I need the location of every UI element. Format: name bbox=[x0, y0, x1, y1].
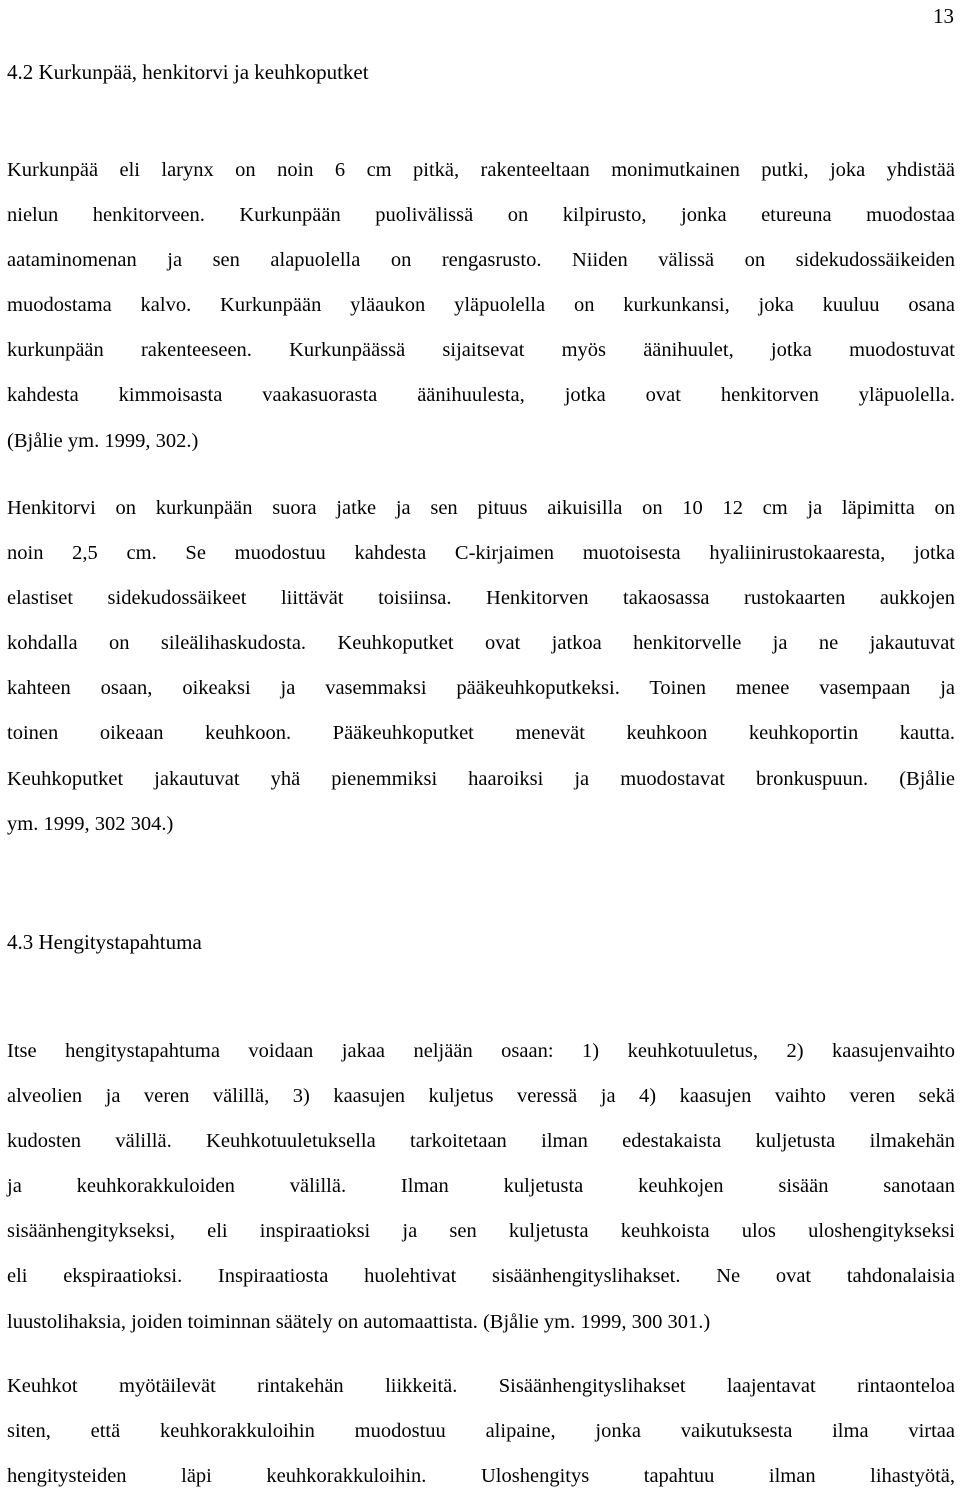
section-heading: 4.2 Kurkunpää, henkitorvi ja keuhkoputket bbox=[7, 60, 369, 84]
text-line: kahdesta kimmoisasta vaakasuorasta äänihuulesta, jotka ovat henkitorven yläpuolella. bbox=[7, 384, 955, 407]
text-line: kahteen osaan, oikeaksi ja vasemmaksi pääkeuhkoputkeksi. Toinen menee vasempaan ja bbox=[7, 677, 955, 700]
text-line: siten, että keuhkorakkuloihin muodostuu alipaine, jonka vaikutuksesta ilma virtaa bbox=[7, 1420, 955, 1443]
section-heading: 4.3 Hengitystapahtuma bbox=[7, 930, 202, 954]
text-line: ja keuhkorakkuloiden välillä. Ilman kuljetusta keuhkojen sisään sanotaan bbox=[7, 1175, 955, 1198]
text-line: Kurkunpää eli larynx on noin 6 cm pitkä, rakenteeltaan monimutkainen putki, joka yhdistää bbox=[7, 159, 955, 181]
text-line: Henkitorvi on kurkunpään suora jatke ja sen pituus aikuisilla on 10 12 cm ja läpimitta on bbox=[7, 497, 955, 519]
text-line: noin 2,5 cm. Se muodostuu kahdesta C-kirjaimen muotoisesta hyaliinirustokaaresta, jotka bbox=[7, 542, 955, 565]
text-line: alveolien ja veren välillä, 3) kaasujen kuljetus veressä ja 4) kaasujen vaihto veren sekä bbox=[7, 1085, 955, 1108]
text-line: muodostama kalvo. Kurkunpään yläaukon yläpuolella on kurkunkansi, joka kuuluu osana bbox=[7, 294, 955, 317]
text-line: elastiset sidekudossäikeet liittävät toisiinsa. Henkitorven takaosassa rustokaarten aukkojen bbox=[7, 587, 955, 610]
text-line: kudosten välillä. Keuhkotuuletuksella tarkoitetaan ilman edestakaista kuljetusta ilmakehän bbox=[7, 1130, 955, 1153]
text-line: kurkunpään rakenteeseen. Kurkunpäässä sijaitsevat myös äänihuulet, jotka muodostuvat bbox=[7, 339, 955, 362]
text-line: aataminomenan ja sen alapuolella on rengasrusto. Niiden välissä on sidekudossäikeiden bbox=[7, 249, 955, 272]
paragraph bbox=[7, 148, 955, 464]
text-line: Itse hengitystapahtuma voidaan jakaa neljään osaan: 1) keuhkotuuletus, 2) kaasujenvaihto bbox=[7, 1040, 955, 1062]
paragraph bbox=[7, 1364, 955, 1499]
text-line: ym. 1999, 302 304.) bbox=[7, 812, 174, 835]
paragraph bbox=[7, 486, 955, 847]
text-line: luustolihaksia, joiden toiminnan säätely on automaattista. (Bjålie ym. 1999, 300 301.) bbox=[7, 1310, 711, 1333]
text-line: eli ekspiraatioksi. Inspiraatiosta huolehtivat sisäänhengityslihakset. Ne ovat tahdonalaisia bbox=[7, 1265, 955, 1288]
page-number: 13 bbox=[933, 4, 954, 28]
paragraph bbox=[7, 1029, 955, 1345]
text-line: Keuhkot myötäilevät rintakehän liikkeitä. Sisäänhengityslihakset laajentavat rintaonteloa bbox=[7, 1375, 955, 1397]
text-line: (Bjålie ym. 1999, 302.) bbox=[7, 429, 199, 452]
text-line: Keuhkoputket jakautuvat yhä pienemmiksi haaroiksi ja muodostavat bronkuspuun. (Bjålie bbox=[7, 767, 955, 790]
text-line: nielun henkitorveen. Kurkunpään puolivälissä on kilpirusto, jonka etureuna muodostaa bbox=[7, 204, 955, 227]
text-line: sisäänhengitykseksi, eli inspiraatioksi ja sen kuljetusta keuhkoista ulos uloshengitykseksi bbox=[7, 1220, 955, 1243]
text-line: toinen oikeaan keuhkoon. Pääkeuhkoputket menevät keuhkoon keuhkoportin kautta. bbox=[7, 722, 955, 745]
text-line: kohdalla on sileälihaskudosta. Keuhkoputket ovat jatkoa henkitorvelle ja ne jakautuvat bbox=[7, 632, 955, 655]
text-line: hengitysteiden läpi keuhkorakkuloihin. Uloshengitys tapahtuu ilman lihastyötä, bbox=[7, 1465, 955, 1488]
